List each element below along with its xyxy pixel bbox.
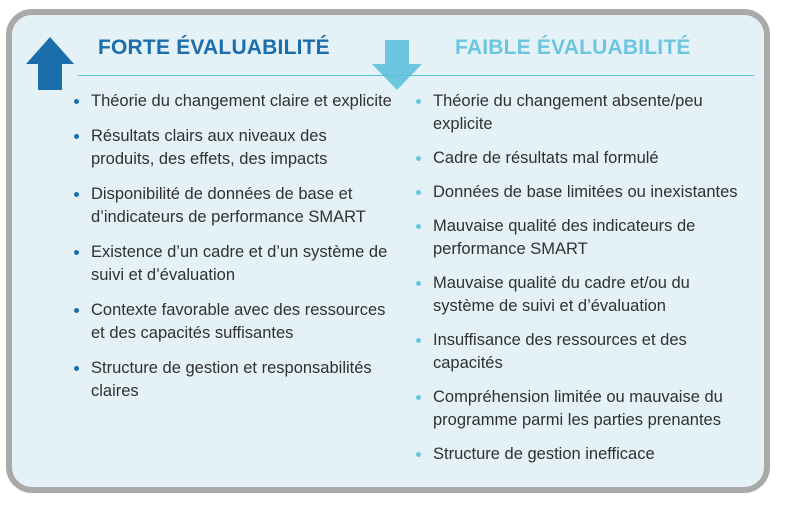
list-item: Existence d’un cadre et d’un système de suivi et d’évaluation (72, 241, 392, 287)
list-item: Contexte favorable avec des ressources et des capacités suffisantes (72, 299, 392, 345)
list-item: Cadre de résultats mal formulé (414, 147, 754, 170)
list-item: Données de base limitées ou inexistantes (414, 181, 754, 204)
weak-evaluability-title: FAIBLE ÉVALUABILITÉ (455, 36, 691, 59)
list-item: Théorie du changement absente/peu explicite (414, 90, 754, 136)
list-item: Structure de gestion inefficace (414, 443, 754, 466)
list-item: Disponibilité de données de base et d’indicateurs de performance SMART (72, 183, 392, 229)
list-item: Structure de gestion et responsabilités claires (72, 357, 392, 403)
heading-divider (78, 75, 754, 76)
strong-evaluability-title: FORTE ÉVALUABILITÉ (98, 36, 330, 59)
list-item: Compréhension limitée ou mauvaise du programme parmi les parties prenantes (414, 386, 754, 432)
arrow-up-icon (26, 37, 74, 90)
list-item: Théorie du changement claire et explicite (72, 90, 392, 113)
weak-evaluability-list (414, 90, 754, 477)
list-item: Mauvaise qualité des indicateurs de performance SMART (414, 215, 754, 261)
arrow-down-icon (372, 40, 422, 90)
list-item: Insuffisance des ressources et des capacités (414, 329, 754, 375)
list-item: Résultats clairs aux niveaux des produits, des effets, des impacts (72, 125, 392, 171)
strong-evaluability-list (72, 90, 392, 415)
list-item: Mauvaise qualité du cadre et/ou du système de suivi et d’évaluation (414, 272, 754, 318)
